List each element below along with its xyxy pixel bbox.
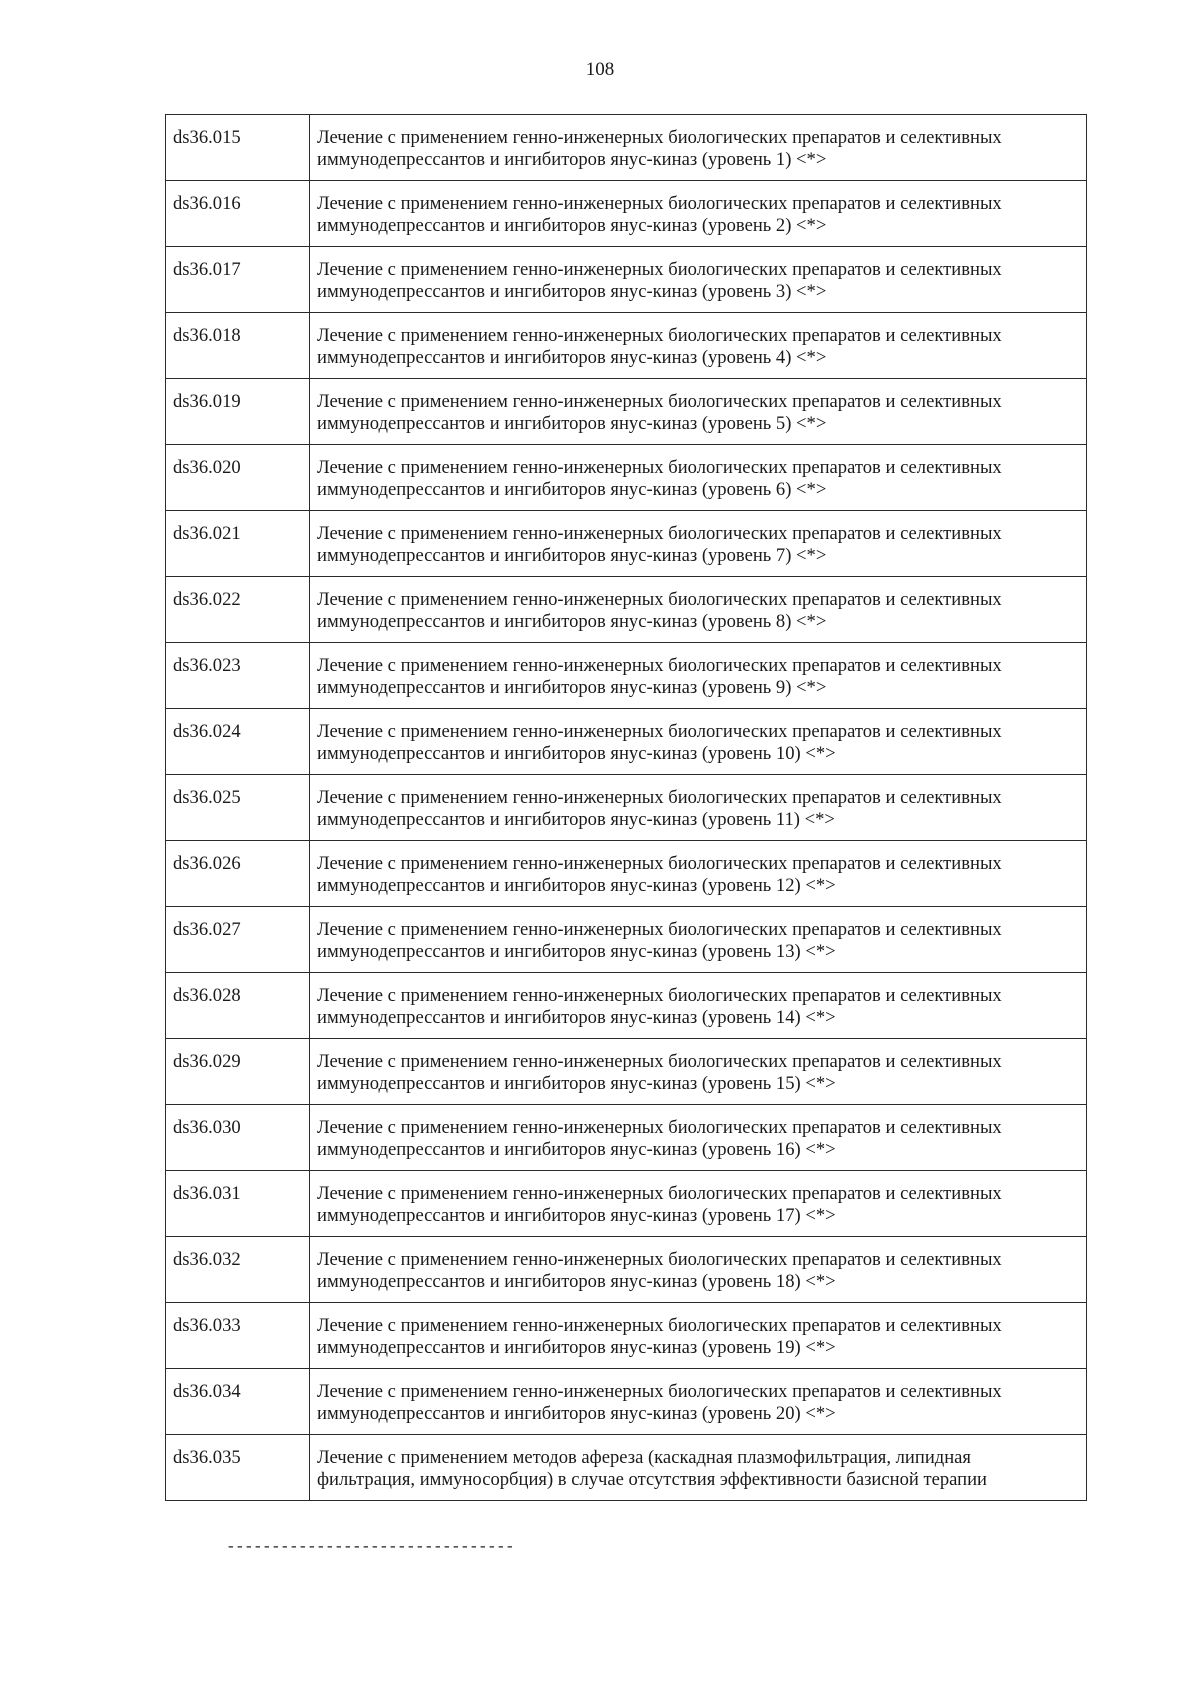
- code-cell: ds36.033: [166, 1303, 310, 1369]
- description-line-2: иммунодепрессантов и ингибиторов янус-киназ (уровень 12) <*>: [317, 875, 836, 896]
- code-cell: ds36.024: [166, 709, 310, 775]
- table-row: [166, 115, 1087, 181]
- code-cell: ds36.019: [166, 379, 310, 445]
- description-line-1: Лечение с применением генно-инженерных биологических препаратов и селективных: [317, 193, 1002, 214]
- description-line-1: Лечение с применением генно-инженерных биологических препаратов и селективных: [317, 721, 1002, 742]
- description-line-1: Лечение с применением генно-инженерных биологических препаратов и селективных: [317, 1315, 1002, 1336]
- description-line-1: Лечение с применением генно-инженерных биологических препаратов и селективных: [317, 259, 1002, 280]
- table-row: [166, 379, 1087, 445]
- table-row: [166, 1105, 1087, 1171]
- description-line-2: иммунодепрессантов и ингибиторов янус-киназ (уровень 17) <*>: [317, 1205, 836, 1226]
- description-cell: [310, 577, 1087, 643]
- code-cell: ds36.020: [166, 445, 310, 511]
- table-row: [166, 1303, 1087, 1369]
- table-row: [166, 181, 1087, 247]
- code-cell: ds36.022: [166, 577, 310, 643]
- description-cell: [310, 379, 1087, 445]
- description-line-2: иммунодепрессантов и ингибиторов янус-киназ (уровень 16) <*>: [317, 1139, 836, 1160]
- description-cell: [310, 841, 1087, 907]
- footnote-separator: --------------------------------: [226, 1538, 515, 1556]
- table-row: [166, 1237, 1087, 1303]
- code-cell: ds36.035: [166, 1435, 310, 1501]
- description-line-1: Лечение с применением генно-инженерных биологических препаратов и селективных: [317, 655, 1002, 676]
- code-cell: ds36.028: [166, 973, 310, 1039]
- description-line-1: Лечение с применением генно-инженерных биологических препаратов и селективных: [317, 457, 1002, 478]
- description-cell: [310, 511, 1087, 577]
- description-line-1: Лечение с применением генно-инженерных биологических препаратов и селективных: [317, 919, 1002, 940]
- page-number: 108: [585, 59, 615, 80]
- description-line-2: иммунодепрессантов и ингибиторов янус-киназ (уровень 9) <*>: [317, 677, 827, 698]
- description-line-1: Лечение с применением генно-инженерных биологических препаратов и селективных: [317, 391, 1002, 412]
- description-cell: [310, 1435, 1087, 1501]
- description-line-1: Лечение с применением генно-инженерных биологических препаратов и селективных: [317, 1249, 1002, 1270]
- table-row: [166, 445, 1087, 511]
- description-line-1: Лечение с применением генно-инженерных биологических препаратов и селективных: [317, 985, 1002, 1006]
- description-line-2: иммунодепрессантов и ингибиторов янус-киназ (уровень 8) <*>: [317, 611, 827, 632]
- code-cell: ds36.025: [166, 775, 310, 841]
- table-row: [166, 1369, 1087, 1435]
- table-body: [166, 115, 1087, 1501]
- description-cell: [310, 775, 1087, 841]
- table-row: [166, 247, 1087, 313]
- code-cell: ds36.031: [166, 1171, 310, 1237]
- description-line-2: иммунодепрессантов и ингибиторов янус-киназ (уровень 4) <*>: [317, 347, 827, 368]
- table-row: [166, 511, 1087, 577]
- description-line-2: иммунодепрессантов и ингибиторов янус-киназ (уровень 3) <*>: [317, 281, 827, 302]
- table-row: [166, 1039, 1087, 1105]
- description-line-1: Лечение с применением генно-инженерных биологических препаратов и селективных: [317, 589, 1002, 610]
- description-cell: [310, 643, 1087, 709]
- code-cell: ds36.027: [166, 907, 310, 973]
- description-line-1: Лечение с применением генно-инженерных биологических препаратов и селективных: [317, 127, 1002, 148]
- description-cell: [310, 1237, 1087, 1303]
- description-line-1: Лечение с применением генно-инженерных биологических препаратов и селективных: [317, 1117, 1002, 1138]
- procedure-codes-table: [165, 114, 1087, 1501]
- description-line-1: Лечение с применением методов афереза (каскадная плазмофильтрация, липидная: [317, 1447, 971, 1468]
- table-row: [166, 775, 1087, 841]
- description-cell: [310, 1303, 1087, 1369]
- description-line-1: Лечение с применением генно-инженерных биологических препаратов и селективных: [317, 523, 1002, 544]
- code-cell: ds36.016: [166, 181, 310, 247]
- code-cell: ds36.034: [166, 1369, 310, 1435]
- table-row: [166, 907, 1087, 973]
- description-line-2: иммунодепрессантов и ингибиторов янус-киназ (уровень 6) <*>: [317, 479, 827, 500]
- description-cell: [310, 247, 1087, 313]
- description-line-2: иммунодепрессантов и ингибиторов янус-киназ (уровень 20) <*>: [317, 1403, 836, 1424]
- table-row: [166, 577, 1087, 643]
- code-cell: ds36.023: [166, 643, 310, 709]
- description-line-1: Лечение с применением генно-инженерных биологических препаратов и селективных: [317, 1051, 1002, 1072]
- description-line-2: иммунодепрессантов и ингибиторов янус-киназ (уровень 5) <*>: [317, 413, 827, 434]
- description-cell: [310, 1369, 1087, 1435]
- description-line-2: иммунодепрессантов и ингибиторов янус-киназ (уровень 13) <*>: [317, 941, 836, 962]
- description-cell: [310, 1105, 1087, 1171]
- description-cell: [310, 973, 1087, 1039]
- description-line-2: иммунодепрессантов и ингибиторов янус-киназ (уровень 14) <*>: [317, 1007, 836, 1028]
- description-line-2: иммунодепрессантов и ингибиторов янус-киназ (уровень 7) <*>: [317, 545, 827, 566]
- description-cell: [310, 115, 1087, 181]
- description-line-1: Лечение с применением генно-инженерных биологических препаратов и селективных: [317, 1183, 1002, 1204]
- description-line-2: иммунодепрессантов и ингибиторов янус-киназ (уровень 1) <*>: [317, 149, 827, 170]
- description-cell: [310, 709, 1087, 775]
- code-cell: ds36.015: [166, 115, 310, 181]
- description-line-1: Лечение с применением генно-инженерных биологических препаратов и селективных: [317, 787, 1002, 808]
- description-cell: [310, 181, 1087, 247]
- code-cell: ds36.032: [166, 1237, 310, 1303]
- code-cell: ds36.030: [166, 1105, 310, 1171]
- description-line-1: Лечение с применением генно-инженерных биологических препаратов и селективных: [317, 1381, 1002, 1402]
- table-row: [166, 1435, 1087, 1501]
- table-row: [166, 841, 1087, 907]
- description-cell: [310, 1171, 1087, 1237]
- code-cell: ds36.026: [166, 841, 310, 907]
- code-cell: ds36.029: [166, 1039, 310, 1105]
- code-cell: ds36.021: [166, 511, 310, 577]
- description-line-2: фильтрация, иммуносорбция) в случае отсутствия эффективности базисной терапии: [317, 1469, 988, 1490]
- table-row: [166, 1171, 1087, 1237]
- description-cell: [310, 1039, 1087, 1105]
- description-cell: [310, 313, 1087, 379]
- description-line-2: иммунодепрессантов и ингибиторов янус-киназ (уровень 2) <*>: [317, 215, 827, 236]
- code-cell: ds36.017: [166, 247, 310, 313]
- description-cell: [310, 445, 1087, 511]
- description-line-2: иммунодепрессантов и ингибиторов янус-киназ (уровень 11) <*>: [317, 809, 835, 830]
- description-line-2: иммунодепрессантов и ингибиторов янус-киназ (уровень 18) <*>: [317, 1271, 836, 1292]
- description-line-1: Лечение с применением генно-инженерных биологических препаратов и селективных: [317, 853, 1002, 874]
- table-row: [166, 313, 1087, 379]
- description-line-2: иммунодепрессантов и ингибиторов янус-киназ (уровень 19) <*>: [317, 1337, 836, 1358]
- table-row: [166, 709, 1087, 775]
- table-row: [166, 643, 1087, 709]
- description-line-2: иммунодепрессантов и ингибиторов янус-киназ (уровень 10) <*>: [317, 743, 836, 764]
- description-line-1: Лечение с применением генно-инженерных биологических препаратов и селективных: [317, 325, 1002, 346]
- code-cell: ds36.018: [166, 313, 310, 379]
- description-line-2: иммунодепрессантов и ингибиторов янус-киназ (уровень 15) <*>: [317, 1073, 836, 1094]
- description-cell: [310, 907, 1087, 973]
- table-row: [166, 973, 1087, 1039]
